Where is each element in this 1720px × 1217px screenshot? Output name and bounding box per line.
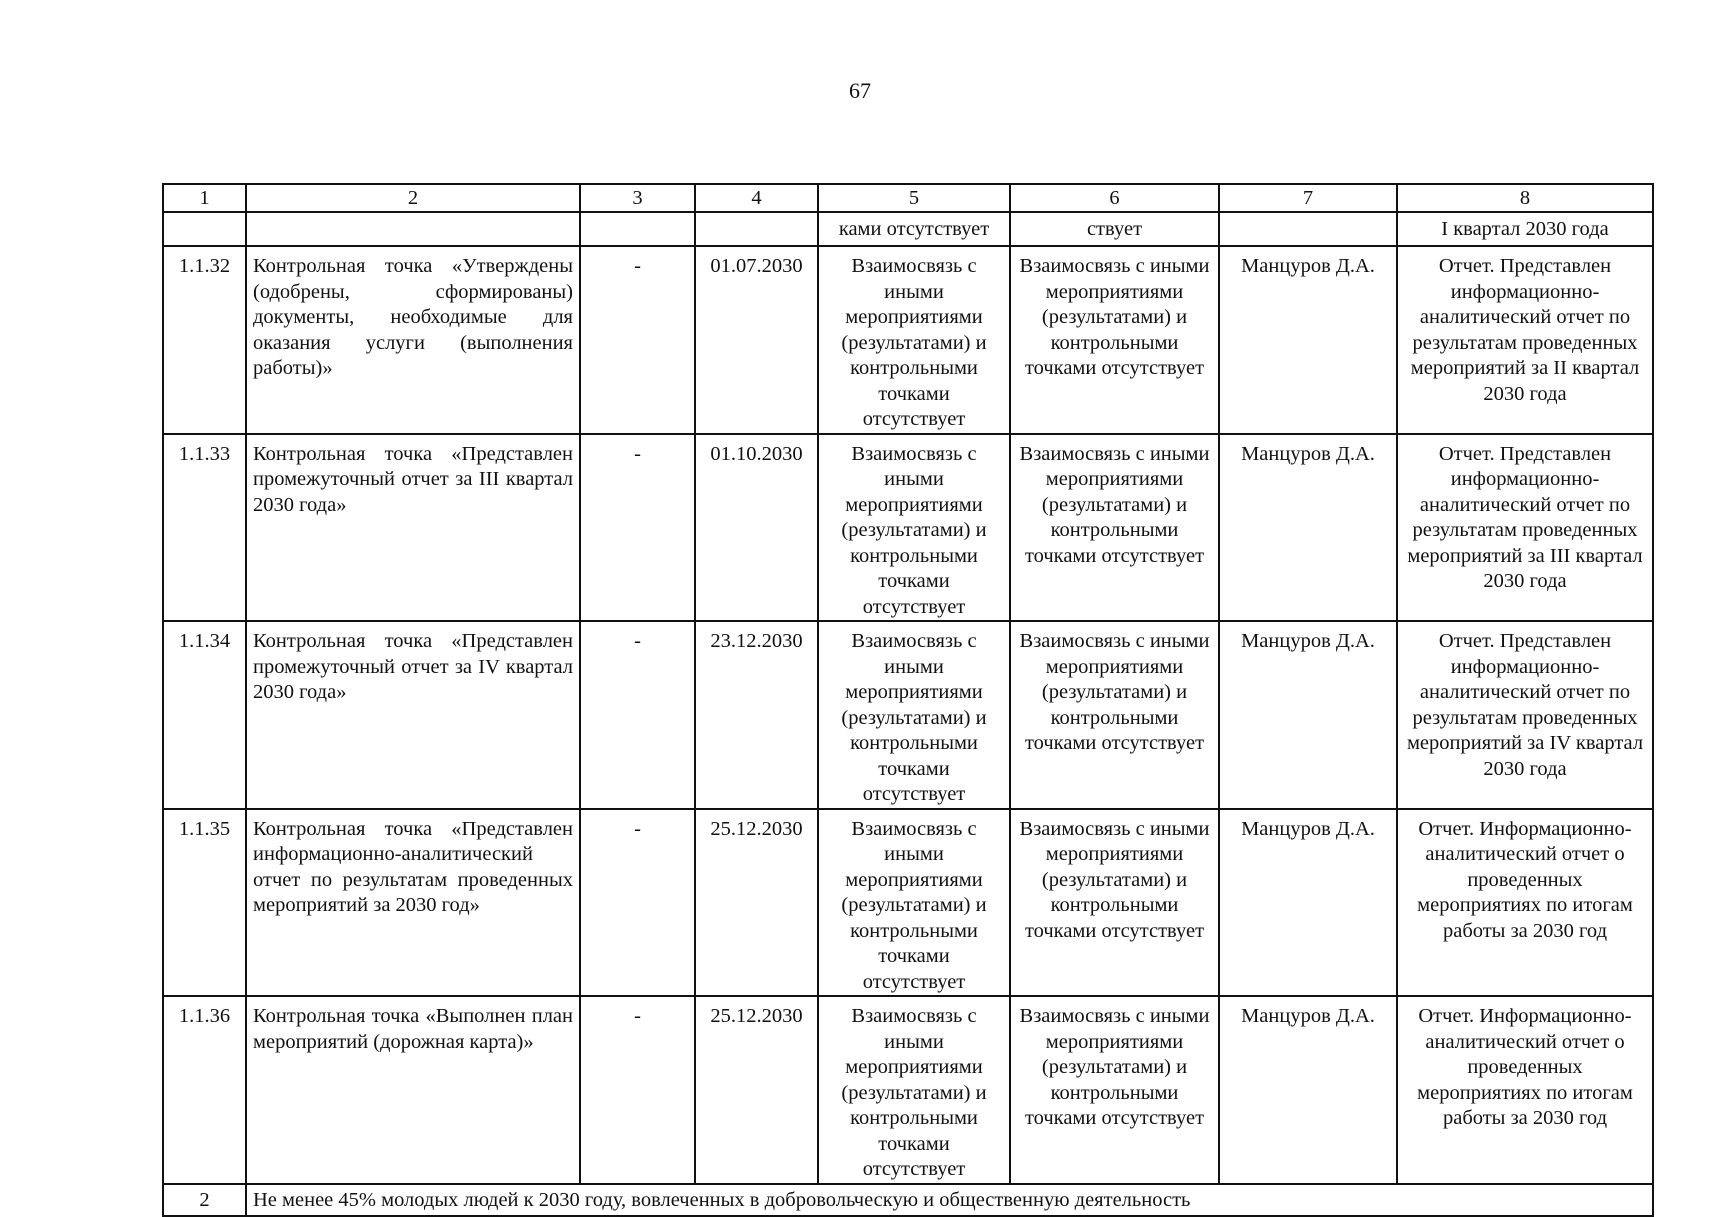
page-number: 67 xyxy=(849,78,871,103)
column-number-cell: 7 xyxy=(1219,184,1397,212)
column-3-value: - xyxy=(580,809,695,997)
responsible-person: Манцуров Д.А. xyxy=(1219,621,1397,809)
column-number-cell: 1 xyxy=(163,184,246,212)
interrelation-checkpoints: Взаимосвязь с иными мероприятиями (результатами) и контрольными точками отсутствует xyxy=(1010,996,1219,1184)
interrelation-checkpoints: Взаимосвязь с иными мероприятиями (результатами) и контрольными точками отсутствует xyxy=(1010,809,1219,997)
row-number: 1.1.34 xyxy=(163,621,246,809)
table-cell xyxy=(163,212,246,246)
column-number-cell: 3 xyxy=(580,184,695,212)
interrelation-checkpoints: Взаимосвязь с иными мероприятиями (результатами) и контрольными точками отсутствует xyxy=(1010,621,1219,809)
column-number-row xyxy=(163,184,1653,212)
interrelation-results: Взаимосвязь с иными мероприятиями (результатами) и контрольными точками отсутствует xyxy=(818,434,1010,622)
continuation-result: I квартал 2030 года xyxy=(1397,212,1653,246)
due-date: 25.12.2030 xyxy=(695,996,818,1184)
table-cell xyxy=(580,212,695,246)
column-3-value: - xyxy=(580,246,695,434)
table-cell xyxy=(1219,212,1397,246)
result-description: Отчет. Информационно-аналитический отчет о проведенных мероприятиях по итогам работы за 2030 год xyxy=(1397,996,1653,1184)
column-number-cell: 4 xyxy=(695,184,818,212)
plan-table xyxy=(162,183,1654,1217)
interrelation-checkpoints: Взаимосвязь с иными мероприятиями (результатами) и контрольными точками отсутствует xyxy=(1010,434,1219,622)
interrelation-results: Взаимосвязь с иными мероприятиями (результатами) и контрольными точками отсутствует xyxy=(818,996,1010,1184)
checkpoint-name: Контрольная точка «Представлен промежуточный отчет за III квартал 2030 года» xyxy=(246,434,580,622)
interrelation-results: Взаимосвязь с иными мероприятиями (результатами) и контрольными точками отсутствует xyxy=(818,246,1010,434)
interrelation-checkpoints: Взаимосвязь с иными мероприятиями (результатами) и контрольными точками отсутствует xyxy=(1010,246,1219,434)
due-date: 01.07.2030 xyxy=(695,246,818,434)
row-number: 1.1.36 xyxy=(163,996,246,1184)
table-row xyxy=(163,996,1653,1184)
responsible-person: Манцуров Д.А. xyxy=(1219,434,1397,622)
table-cell xyxy=(246,212,580,246)
due-date: 23.12.2030 xyxy=(695,621,818,809)
table-row xyxy=(163,809,1653,997)
responsible-person: Манцуров Д.А. xyxy=(1219,809,1397,997)
row-number: 1.1.33 xyxy=(163,434,246,622)
result-description: Отчет. Представлен информационно-аналитический отчет по результатам проведенных мероприятий за II квартал 2030 года xyxy=(1397,246,1653,434)
responsible-person: Манцуров Д.А. xyxy=(1219,996,1397,1184)
table-row xyxy=(163,434,1653,622)
responsible-person: Манцуров Д.А. xyxy=(1219,246,1397,434)
column-number-cell: 5 xyxy=(818,184,1010,212)
column-3-value: - xyxy=(580,996,695,1184)
column-3-value: - xyxy=(580,434,695,622)
table-cell xyxy=(695,212,818,246)
result-description: Отчет. Представлен информационно-аналитический отчет по результатам проведенных мероприятий за III квартал 2030 года xyxy=(1397,434,1653,622)
due-date: 25.12.2030 xyxy=(695,809,818,997)
table-row xyxy=(163,246,1653,434)
checkpoint-name: Контрольная точка «Представлен информационно-аналитический отчет по результатам проведенных мероприятий за 2030 год» xyxy=(246,809,580,997)
continuation-row xyxy=(163,212,1653,246)
interrelation-results: Взаимосвязь с иными мероприятиями (результатами) и контрольными точками отсутствует xyxy=(818,809,1010,997)
checkpoint-name: Контрольная точка «Выполнен план мероприятий (дорожная карта)» xyxy=(246,996,580,1184)
interrelation-results: Взаимосвязь с иными мероприятиями (результатами) и контрольными точками отсутствует xyxy=(818,621,1010,809)
column-number-cell: 8 xyxy=(1397,184,1653,212)
continuation-interrelation-checkpoints: ствует xyxy=(1010,212,1219,246)
column-3-value: - xyxy=(580,621,695,809)
row-number: 1.1.35 xyxy=(163,809,246,997)
column-number-cell: 2 xyxy=(246,184,580,212)
checkpoint-name: Контрольная точка «Представлен промежуточный отчет за IV квартал 2030 года» xyxy=(246,621,580,809)
continuation-interrelation-results: ками отсутствует xyxy=(818,212,1010,246)
result-description: Отчет. Информационно-аналитический отчет о проведенных мероприятиях по итогам работы за 2030 год xyxy=(1397,809,1653,997)
row-number: 1.1.32 xyxy=(163,246,246,434)
column-number-cell: 6 xyxy=(1010,184,1219,212)
table-row xyxy=(163,621,1653,809)
due-date: 01.10.2030 xyxy=(695,434,818,622)
result-description: Отчет. Представлен информационно-аналитический отчет по результатам проведенных мероприятий за IV квартал 2030 года xyxy=(1397,621,1653,809)
checkpoint-name: Контрольная точка «Утверждены (одобрены, сформированы) документы, необходимые для оказания услуги (выполнения работы)» xyxy=(246,246,580,434)
section-title: Не менее 45% молодых людей к 2030 году, вовлеченных в добровольческую и общественную деятельность xyxy=(246,1184,1653,1216)
section-number: 2 xyxy=(163,1184,246,1216)
